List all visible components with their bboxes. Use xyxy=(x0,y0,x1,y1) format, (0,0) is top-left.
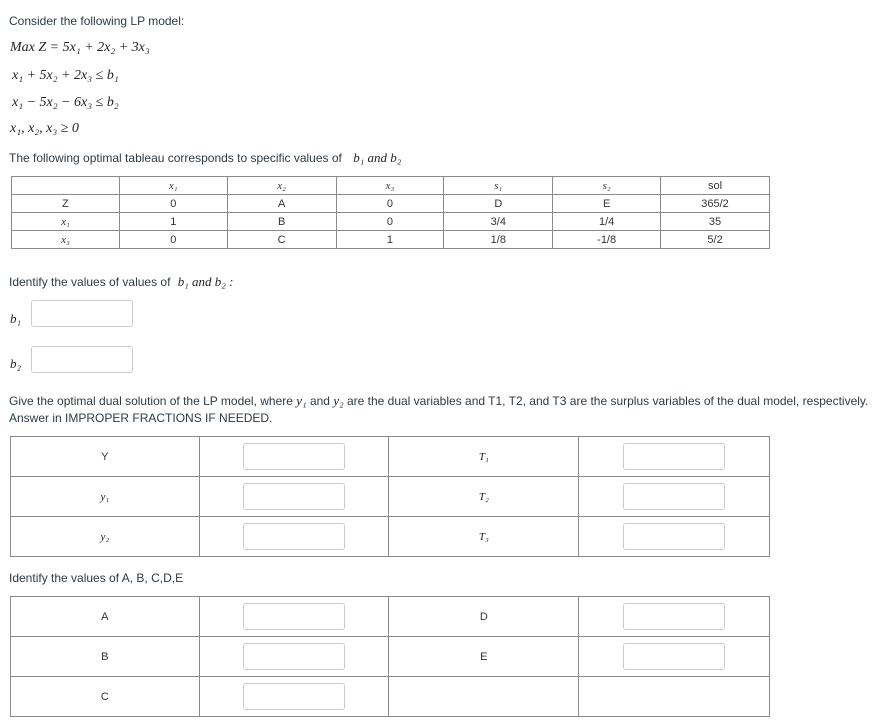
identify-b-prompt xyxy=(9,274,233,290)
C-input[interactable] xyxy=(243,683,345,710)
dual-row xyxy=(11,477,770,517)
tableau-header-cell: x₂ xyxy=(227,177,336,195)
tableau-intro xyxy=(9,150,401,166)
dual-var-label: Y xyxy=(11,437,200,477)
dual-question-and: and xyxy=(309,394,330,408)
tableau-intro-text: The following optimal tableau corresponds to specific values of xyxy=(9,151,342,165)
tableau-cell: 3/4 xyxy=(444,213,553,231)
surplus-var-label: T₃ xyxy=(389,517,579,557)
abc-empty-cell xyxy=(579,677,770,717)
abc-label: B xyxy=(11,637,200,677)
tableau-cell: 5/2 xyxy=(661,231,770,249)
identify-b-text: Identify the values of values of xyxy=(9,275,171,289)
tableau-cell: x₁ xyxy=(12,213,120,231)
b1-label: b₁ xyxy=(10,311,22,326)
tableau-header-cell: s₂ xyxy=(553,177,661,195)
abc-input-cell xyxy=(199,637,389,677)
abc-row xyxy=(11,597,770,637)
abc-row xyxy=(11,677,770,717)
tableau-cell: -1/8 xyxy=(553,231,661,249)
tableau-cell: 1/4 xyxy=(553,213,661,231)
E-input[interactable] xyxy=(623,643,725,670)
D-input[interactable] xyxy=(623,603,725,630)
tableau-header-cell: x₃ xyxy=(336,177,444,195)
abc-input-cell xyxy=(199,677,389,717)
abc-row xyxy=(11,637,770,677)
dual-var-label: y₁ xyxy=(11,477,200,517)
nonnegativity-constraint: x₁, x₂, x₃ ≥ 0 xyxy=(10,121,79,136)
tableau-cell: x₃ xyxy=(12,231,120,249)
constraint-2: x₁ − 5x₂ − 6x₃ ≤ b₂ xyxy=(12,95,119,110)
b1-input[interactable] xyxy=(31,300,133,327)
y1-symbol: y₁ xyxy=(296,393,307,408)
dual-var-label: y₂ xyxy=(11,517,200,557)
tableau-cell: 1/8 xyxy=(444,231,553,249)
y1-input[interactable] xyxy=(243,483,345,510)
tableau-cell: 365/2 xyxy=(661,195,770,213)
tableau-cell: 35 xyxy=(661,213,770,231)
tableau-header-cell: s₁ xyxy=(444,177,553,195)
tableau-cell: 0 xyxy=(336,213,444,231)
dual-input-cell xyxy=(579,477,770,517)
abc-label: D xyxy=(389,597,579,637)
identify-b-math: b₁ and b₂ : xyxy=(177,274,234,289)
tableau-header-row xyxy=(12,177,770,195)
tableau-cell: B xyxy=(227,213,336,231)
objective-function: Max Z = 5x₁ + 2x₂ + 3x₃ xyxy=(10,40,150,55)
dual-input-cell xyxy=(579,517,770,557)
dual-input-cell xyxy=(199,517,389,557)
tableau-row xyxy=(12,231,770,249)
dual-input-cell xyxy=(199,437,389,477)
B-input[interactable] xyxy=(243,643,345,670)
T2-input[interactable] xyxy=(623,483,725,510)
abc-label xyxy=(389,677,579,717)
tableau-header-cell: sol xyxy=(661,177,770,195)
abcde-table xyxy=(10,596,770,717)
dual-question-line1 xyxy=(9,393,868,409)
abc-input-cell xyxy=(579,637,770,677)
tableau-header-cell xyxy=(12,177,120,195)
surplus-var-label: T₁ xyxy=(389,437,579,477)
tableau-cell: C xyxy=(227,231,336,249)
tableau-cell: 1 xyxy=(336,231,444,249)
tableau-cell: 0 xyxy=(119,195,227,213)
dual-question-rest: are the dual variables and T1, T2, and T3 are the surplus variables of the dual model, respectively. xyxy=(346,394,869,408)
dual-input-cell xyxy=(199,477,389,517)
b2-input[interactable] xyxy=(31,346,133,373)
T1-input[interactable] xyxy=(623,443,725,470)
T3-input[interactable] xyxy=(623,523,725,550)
optimal-tableau xyxy=(11,176,770,249)
tableau-cell: Z xyxy=(12,195,120,213)
tableau-cell: D xyxy=(444,195,553,213)
abc-input-cell xyxy=(199,597,389,637)
tableau-cell: 0 xyxy=(336,195,444,213)
y2-input[interactable] xyxy=(243,523,345,550)
abc-label: E xyxy=(389,637,579,677)
abc-input-cell xyxy=(579,597,770,637)
tableau-cell: A xyxy=(227,195,336,213)
dual-question-line2: Answer in IMPROPER FRACTIONS IF NEEDED. xyxy=(9,411,273,425)
dual-input-cell xyxy=(579,437,770,477)
Y-input[interactable] xyxy=(243,443,345,470)
abc-label: C xyxy=(11,677,200,717)
tableau-cell: E xyxy=(553,195,661,213)
intro-text: Consider the following LP model: xyxy=(9,14,185,28)
constraint-1: x₁ + 5x₂ + 2x₃ ≤ b₁ xyxy=(12,68,119,83)
surplus-var-label: T₂ xyxy=(389,477,579,517)
tableau-cell: 1 xyxy=(119,213,227,231)
tableau-cell: 0 xyxy=(119,231,227,249)
tableau-intro-math: b₁ and b₂ xyxy=(353,150,402,165)
identify-abc-text: Identify the values of A, B, C,D,E xyxy=(9,571,184,585)
A-input[interactable] xyxy=(243,603,345,630)
dual-row xyxy=(11,437,770,477)
dual-question-text: Give the optimal dual solution of the LP model, where xyxy=(9,394,293,408)
tableau-row xyxy=(12,195,770,213)
tableau-header-cell: x₁ xyxy=(119,177,227,195)
dual-row xyxy=(11,517,770,557)
abc-label: A xyxy=(11,597,200,637)
b2-label: b₂ xyxy=(10,356,22,371)
tableau-row xyxy=(12,213,770,231)
dual-solution-table xyxy=(10,436,770,557)
y2-symbol: y₂ xyxy=(333,393,344,408)
